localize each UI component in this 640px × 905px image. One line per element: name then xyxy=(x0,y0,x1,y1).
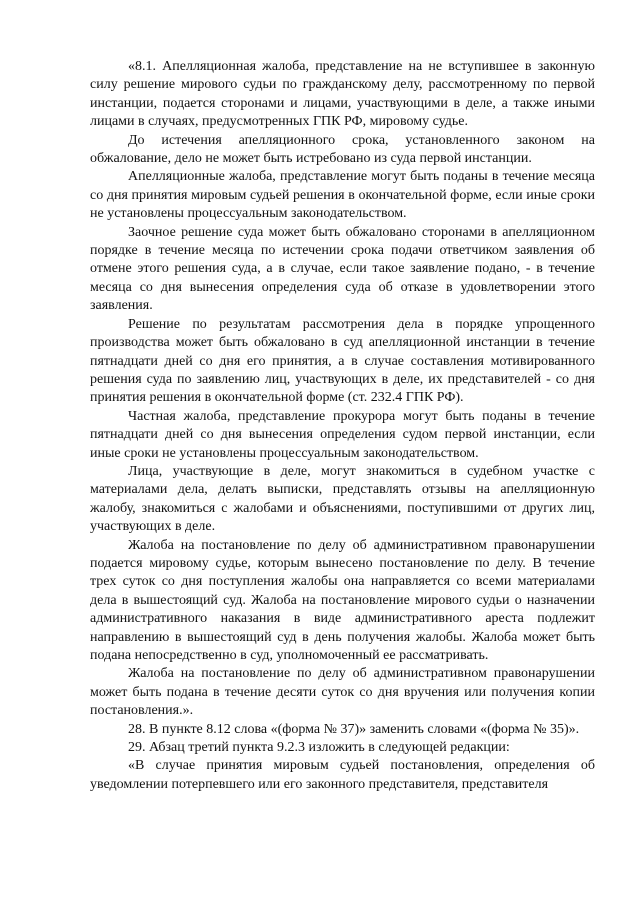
paragraph-appeal-deadline: Апелляционные жалоба, представление могут быть поданы в течение месяца со дня принятия мировым судьей решения в окончательной форме, если иные сроки не установлены процессуальным законодательством. xyxy=(90,169,595,222)
paragraph-default-judgment: Заочное решение суда может быть обжаловано сторонами в апелляционном порядке в течение месяца по истечении срока подачи ответчиком заявления об отмене этого решения суда, а в случае, если такое заявление подано, - в течение месяца со дня вынесения определения суда об отказе в удовлетворении этого заявления. xyxy=(90,224,595,314)
paragraph-simplified-procedure: Решение по результатам рассмотрения дела в порядке упрощенного производства может быть обжаловано в суд апелляционной инстанции в течение пятнадцати дней со дня его принятия, а в случае составления мотивированного решения суда по заявлению лиц, участвующих в деле, их представителей - со дня принятия решения в окончательной форме (ст. 232.4 ГПК РФ). xyxy=(90,316,595,406)
paragraph-appeal-term: До истечения апелляционного срока, установленного законом на обжалование, дело не может быть истребовано из суда первой инстанции. xyxy=(90,132,595,167)
paragraph-8-1: «8.1. Апелляционная жалоба, представление на не вступившее в законную силу решение мирового судьи по гражданскому делу, рассмотренному по первой инстанции, подается сторонами и лицами, участвующими в деле, а также иными лицами в случаях, предусмотренных ГПК РФ, мировому судье. xyxy=(90,59,595,130)
paragraph-administrative-complaint: Жалоба на постановление по делу об административном правонарушении подается мировому судье, которым вынесено постановление по делу. В течение трех суток со дня поступления жалобы она направляется со всеми материалами дела в вышестоящий суд. Жалоба на постановление мирового судьи о назначении административного наказания в виде административного ареста подлежит направлению в вышестоящий суд в день получения жалобы. Жалоба может быть подана непосредственно в суд, уполномоченный ее рассматривать. xyxy=(90,537,595,663)
paragraph-new-wording: «В случае принятия мировым судьей постановления, определения об уведомлении потерпевшего или его законного представителя, представителя xyxy=(90,758,595,792)
paragraph-case-materials: Лица, участвующие в деле, могут знакомиться в судебном участке с материалами дела, делать выписки, представлять отзывы на апелляционную жалобу, знакомиться с жалобами и объяснениями, поступившими от других лиц, участвующих в деле. xyxy=(90,463,595,535)
paragraph-item-29: 29. Абзац третий пункта 9.2.3 изложить в следующей редакции: xyxy=(128,740,510,756)
paragraph-private-complaint: Частная жалоба, представление прокурора могут быть поданы в течение пятнадцати дней со дня вынесения определения судом первой инстанции, если иные сроки не установлены процессуальным законодательством. xyxy=(90,408,595,461)
paragraph-complaint-deadline: Жалоба на постановление по делу об административном правонарушении может быть подана в течение десяти суток со дня вручения или получения копии постановления.». xyxy=(90,666,595,719)
document-page xyxy=(90,58,595,794)
paragraph-item-28: 28. В пункте 8.12 слова «(форма № 37)» заменить словами «(форма № 35)». xyxy=(128,721,580,737)
